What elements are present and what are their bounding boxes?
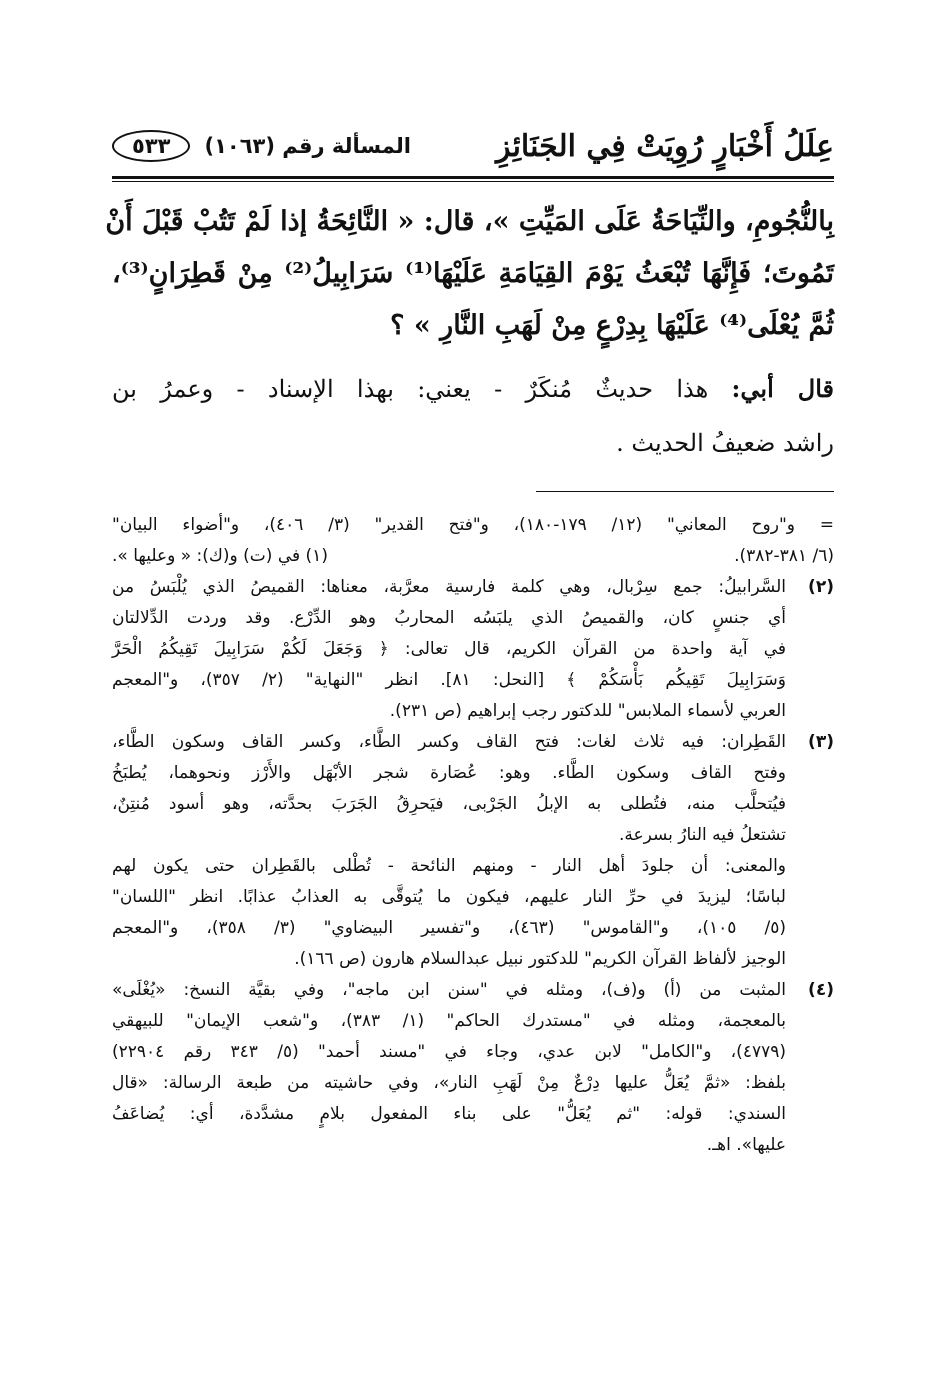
footnote-line: (٤٧٧٩)، و"الكامل" لابن عدي، وجاء في "مسند أحمد" (٥/ ٣٤٣ رقم ٢٢٩٠٤) [112,1042,786,1062]
footnote-line: السَّرابيلُ: جمع سِرْبال، وهي كلمة فارسية معرَّبة، معناها: القميصُ الذي يُلْبَسُ من [112,577,786,597]
footnote-2 [112,572,834,727]
commentary-line: راشد ضعيفُ الحديث . [616,429,834,457]
footnote-line: المثبت من (أ) و(ف)، ومثله في "سنن ابن ماجه"، وفي بقيَّة النسخ: «يُغْلَى» [112,980,786,1000]
footnote-line: القَطِران: فيه ثلاث لغات: فتح القاف وكسر الطَّاء، وكسر القاف وسكون الطَّاء، [112,732,786,752]
footnote-line: وَسَرَابِيلَ تَقِيكُم بَأْسَكُمْ ﴾ [النحل: ٨١]. انظر "النهاية" (٢/ ٣٥٧)، و"المعجم [112,670,786,690]
main-text [105,196,834,470]
hadith-line: تَمُوتَ؛ فَإِنَّهَا تُبْعَثُ يَوْمَ القِيَامَةِ عَلَيْهَا⁽¹⁾ سَرَابِيلُ⁽²⁾ مِنْ قَطِرَانٍ⁽³⁾، [112,258,834,289]
commentary [112,362,834,470]
footnote-line: السندي: قوله: "ثم يُعَلُّ" على بناء المفعول بلامٍ مشدَّدة، أي: يُضاعَفُ [112,1104,786,1124]
footnote-1: (١) في (ت) و(ك): « وعليها ». [112,546,328,566]
footnote-line: العربي لأسماء الملابس" للدكتور رجب إبراهيم (ص ٢٣١). [389,701,786,721]
issue-number: المسألة رقم (١٠٦٣) [204,134,411,158]
footnote-continuation-ref: (٦/ ٣٨١-٣٨٢). [734,546,834,566]
hadith-line: ثُمَّ يُعْلَى⁽⁴⁾ عَلَيْهَا بِدِرْعٍ مِنْ لَهَبِ النَّارِ » ؟ [390,310,834,341]
footnote-number: (٤) [808,980,834,1000]
footnote-line: الوجيز لألفاظ القرآن الكريم" للدكتور نبيل عبدالسلام هارون (ص ١٦٦). [294,949,786,969]
footnote-line: أي جنسٍ كان، والقميصُ الذي يلبَسُه المحاربُ وهو الدِّرْع. وقد وردت الدِّلالتان [112,608,786,628]
commentary-line [112,362,834,416]
footnote-number: (٢) [808,577,834,597]
book-page [105,118,835,1358]
page-number: ٥٣٣ [112,130,190,162]
header-left-group [112,130,411,162]
header-rule [112,176,834,182]
footnote-line: لباسًا؛ ليزيدَ في حرِّ النار عليهم، فيكون ما يُتوقَّى به العذابُ عذابًا. انظر "اللسان" [112,887,786,907]
footnotes [112,510,834,1161]
hadith-line: بِالنُّجُومِ، والنِّيَاحَةُ عَلَى المَيِّتِ »، قال: « النَّائِحَةُ إذا لَمْ تَتُبْ قَبْلَ أَنْ [105,206,834,237]
book-title: عِلَلُ أَخْبَارٍ رُوِيَتْ فِي الجَنَائِزِ [496,128,834,164]
footnote-line: تشتعلُ فيه النارُ بسرعة. [618,825,786,845]
running-header [112,118,834,174]
commentary-speaker: قال أبي: [731,374,834,403]
footnote-separator [536,491,834,492]
footnote-line: والمعنى: أن جلودَ أهل النار - ومنهم النائحة - تُطْلى بالقَطِران حتى يكون لهم [112,856,786,876]
footnote-continuation-line [112,541,834,572]
footnote-line: في آية واحدة من القرآن الكريم، قال تعالى: ﴿ وَجَعَلَ لَكُمْ سَرَابِيلَ تَقِيكُمُ الْحَرَّ [112,639,786,659]
footnote-line: فيُتحلَّب منه، فتُطلى به الإبلُ الجَرْبى، فيَحرِقُ الجَرَبَ بحدَّته، وهو أسود مُنتِنٌ، [112,794,786,814]
footnote-3 [112,727,834,975]
footnote-line: وفتح القاف وسكون الطَّاء. وهو: عُصَارة شجر الأبْهَل والأَرْز ونحوهما، يُطبَخُ [112,763,786,783]
commentary-text: هذا حديثٌ مُنكَرٌ - يعني: بهذا الإسناد - وعمرُ بن [112,375,709,403]
footnote-line: بالمعجمة، ومثله في "مستدرك الحاكم" (١/ ٣٨٣)، و"شعب الإيمان" للبيهقي [112,1011,786,1031]
footnote-line: بلفظ: «ثمَّ يُعَلُّ عليها دِرْعٌ مِنْ لَهَبِ النار»، وفي حاشيته من طبعة الرسالة: «قال [112,1073,786,1093]
footnote-number: (٣) [808,732,834,752]
footnote-4 [112,975,834,1161]
footnote-line: عليها». اهـ. [706,1135,786,1155]
footnote-line: (٥/ ١٠٥)، و"القاموس" (٤٦٣)، و"تفسير البيضاوي" (٣/ ٣٥٨)، و"المعجم [112,918,786,938]
footnote-continuation-line: = و"روح المعاني" (١٢/ ١٧٩-١٨٠)، و"فتح القدير" (٣/ ٤٠٦)، و"أضواء البيان" [112,515,835,535]
